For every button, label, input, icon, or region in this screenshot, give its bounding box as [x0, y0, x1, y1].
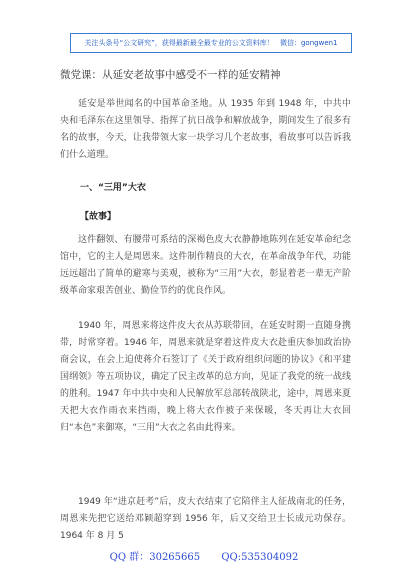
paragraph-block — [60, 494, 351, 545]
footer-qq-group: QQ 群：30265665 — [109, 552, 201, 563]
intro-paragraph: 延安是举世闻名的中国革命圣地。从 1935 年到 1948 年，中共中央和毛泽东在这里领导、指挥了抗日战争和解放战争，期间发生了很多有名的故事，今天，让我带领大家一块学习几个老故事，看故事可以告诉我们什么道理。 — [60, 99, 351, 160]
section-heading: 一、“三用”大衣 — [80, 183, 146, 193]
wechat-contact[interactable]: 微信：gongwen1 — [279, 39, 338, 47]
paragraph-coat-after-1949: 1949 年“进京赶考”后，皮大衣结束了它陪伴主人征战南北的任务，周恩来先把它送给邓颖超穿到 1956 年，后又交给卫士长成元功保存。1964 年 8 月 5 — [60, 497, 351, 541]
paragraph-block — [60, 232, 351, 300]
paragraph-coat-history: 1940 年，周恩来将这件皮大衣从苏联带回，在延安时期一直随身携带，时常穿着。1946 年，周恩来就是穿着这件皮大衣赴重庆参加政治协商会议，在会上迫使蒋介石签订了《关于政府组织问题的协议》《和平建国纲领》等五项协议，确定了民主改革的总方向，见证了我党的统一战线的胜利。1947 年中共中央和人民解放军总部转战陕北，途中，周恩来夏天把大衣作雨衣来挡雨，晚上将大衣作被子来保暖，冬天再让大衣回归“本色”来御寒，“三用”大衣之名由此得来。 — [60, 321, 351, 433]
intro-block — [60, 96, 351, 164]
banner-separator — [276, 39, 278, 47]
document-title: 微党课：从延安老故事中感受不一样的延安精神 — [60, 69, 281, 81]
paragraph-block — [60, 318, 351, 437]
promo-banner[interactable] — [70, 33, 352, 53]
story-tag: 【故事】 — [80, 212, 117, 222]
footer-qq: QQ:535304092 — [221, 552, 299, 563]
paragraph-coat-description: 这件翻领、有腰带可系结的深褐色皮大衣静静地陈列在延安革命纪念馆中，它的主人是周恩来。这件制作精良的大衣，在革命战争年代，功能远远超出了简单的避寒与美观，被称为“三用”大衣，彰显着老一辈无产阶级革命家艰苦创业、勤俭节约的优良作风。 — [60, 235, 351, 296]
footer-contact — [0, 548, 408, 563]
promo-banner-link[interactable]: 关注头条号“公文研究”，获得最新最全最专业的公文资料库！ — [84, 39, 274, 47]
